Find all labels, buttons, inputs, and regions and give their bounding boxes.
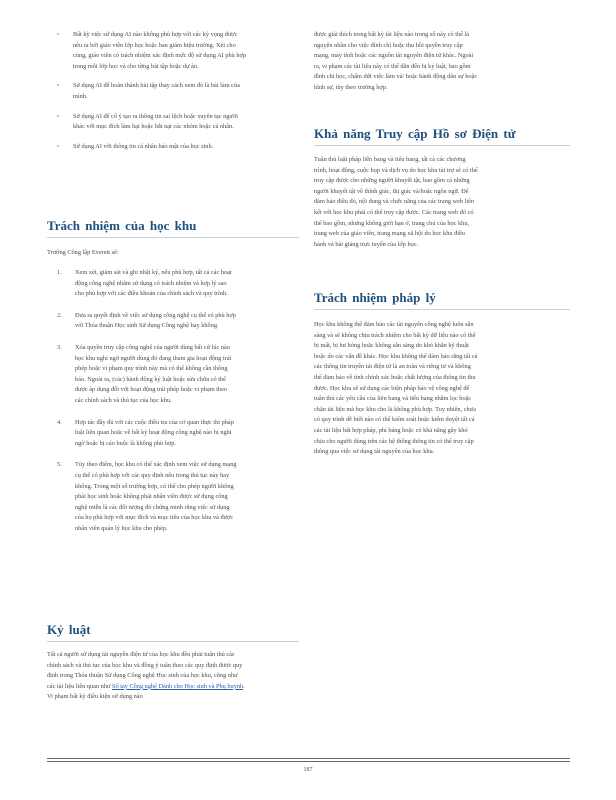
- heading-rule: [314, 145, 570, 146]
- bullet-marker: ▫: [57, 32, 60, 38]
- list-item: [57, 268, 237, 300]
- footer-rule-top: [47, 758, 570, 759]
- section-heading-discipline: Kỷ luật: [47, 622, 91, 637]
- list-text: Xem xét, giám sát và ghi nhật ký, nếu phù hợp, tất cả các hoạt động công nghệ nhằm sử dụng có trách nhiệm và hợp lý sao cho phù hợp với các điều khoản của chính sách và quy trình.: [75, 269, 232, 298]
- list-text: Hợp tác đầy đủ với các cuộc điều tra của cơ quan thực thi pháp luật liên quan hoặc về bất kỳ hoạt động công nghệ nào bị nghi ngờ hoặc bị cáo buộc là không phù hợp.: [75, 418, 234, 447]
- list-item: [57, 460, 237, 534]
- footer-rule-bottom: [47, 761, 570, 762]
- list-item: [57, 343, 237, 407]
- bullet-text: Bất kỳ việc sử dụng AI nào không phù hợp với các kỳ vọng được nêu ra bởi giáo viên lớp học hoặc ban giám hiệu trường. Xét cho cùng, giáo viên có trách nhiệm xác định mức độ sử dụng AI phù hợp trong mỗi lớp học và cho từng bài tập hoặc dự án.: [73, 31, 246, 70]
- district-intro: Trường Công lập Everett sẽ:: [47, 249, 119, 256]
- heading-rule: [47, 641, 299, 642]
- page-number: 187: [303, 767, 313, 773]
- list-item: [57, 142, 247, 153]
- heading-rule: [314, 309, 570, 310]
- bullet-text: Sử dụng AI với thông tin cá nhân bảo mật của học sinh.: [73, 142, 214, 150]
- bullet-text: Sử dụng AI để cố ý tạo ra thông tin sai lệch hoặc xuyên tạc người khác với mục đích làm hại hoặc bắt nạt các nhóm hoặc cá nhân.: [73, 112, 238, 131]
- section-heading-liability: Trách nhiệm pháp lý: [314, 290, 436, 305]
- list-text: Đưa ra quyết định về việc sử dụng công nghệ cụ thể có phù hợp với Thỏa thuận Học sinh Sử dụng Công nghệ hay không.: [75, 311, 236, 330]
- list-number: 5.: [57, 461, 62, 469]
- list-number: 2.: [57, 311, 62, 319]
- list-item: [57, 311, 237, 332]
- discipline-paragraph: [47, 650, 247, 703]
- bullet-marker: ▫: [57, 83, 60, 90]
- handbook-link[interactable]: Sổ tay Công nghệ Dành cho Học sinh và Phụ huynh: [111, 682, 244, 690]
- section-heading-district: Trách nhiệm của học khu: [47, 218, 197, 233]
- list-item: [57, 112, 247, 133]
- discipline-text: Tất cả người sử dụng tài nguyên điện tử của học khu đều phải tuân thủ các chính sách và thủ tục của học khu và đồng ý tuân theo các quy định được quy định trong Thỏa thuận Sử dụng Công nghệ Học sinh của học khu, cũng như các tài liệu liên quan như: [47, 651, 243, 690]
- accessibility-paragraph: Tuân thủ luật pháp liên bang và tiểu bang, tất cả các chương trình, hoạt động, cuộc họp và dịch vụ do học khu tài trợ sẽ có thể truy cập được cho những người khuyết tật, bao gồm cả những người khuyết tật về thính giác, thị giác và/hoặc ngôn ngữ. Để đảm bảo điều đó, nội dung và chức năng của các trang web liên kết với học khu phải có thể truy cập được. Các trang web đó có thể bao gồm, nhưng không giới hạn ở, trang chủ của học khu, trang web của giáo viên, trang mạng xã hội do học khu điều hành và bài giảng trực tuyến của lớp học.: [314, 156, 478, 248]
- list-text: Xóa quyền truy cập công nghệ của người dùng bất cứ lúc nào học khu nghi ngờ người dùng đó đang tham gia hoạt động trái phép hoặc vi phạm quy trình này mà có thể không cần thông báo. Ngoài ra, (các) hành động kỷ luật hoặc sửa chữa có thể được áp dụng đối với hoạt động trái phép hoặc vi phạm theo các chính sách và thủ tục của học khu.: [75, 343, 232, 404]
- discipline-text-continued: . Vi phạm bất kỳ điều kiện sử dụng nào: [47, 682, 245, 701]
- list-text: Tùy theo điểm, học khu có thể xác định xem việc sử dụng mạng cụ thể có phù hợp với các quy định nêu trong thủ tục này hay không. Trong một số trường hợp, có thể cho phép người không phải học sinh hoặc không phải nhân viên được sử dụng công nghệ miễn là các đối tượng đó chứng minh rằng việc sử dụng của họ phù hợp với mục đích và mục tiêu của học khu và được nhân viên quản lý học khu cho phép.: [75, 461, 237, 532]
- discipline-continued: được giải thích trong bất kỳ tài liệu nào trong số này có thể là nguyên nhân cho việc đình chỉ hoặc thu hồi quyền truy cập mạng, máy tính hoặc các nguồn tài nguyên điện tử khác. Ngoài ra, vi phạm các tài liệu này có thể dẫn đến bị kỷ luật, bao gồm đình chỉ học, chấm dứt việc làm và/ hoặc hành động dân sự hoặc hình sự, tùy theo trường hợp.: [314, 31, 478, 91]
- list-item: [57, 30, 247, 72]
- section-heading-accessibility: Khả năng Truy cập Hồ sơ Điện tử: [314, 126, 516, 141]
- list-number: 4.: [57, 418, 62, 426]
- liability-paragraph: Học khu không thể đảm bảo các tài nguyên công nghệ luôn sẵn sàng và sẽ không chịu trách nhiệm cho bất kỳ dữ liệu nào có thể bị mất, bị hư hỏng hoặc không sẵn sàng do khó khăn kỹ thuật hoặc do các vấn đề khác. Học khu không thể đảm bảo rằng tất cả các thông tin truyền tải điện tử là an toàn và riêng tư và không thể đảm bảo về tính chính xác hoặc chất lượng của thông tin thu được. Học khu sẽ sử dụng các biện pháp bảo vệ công nghệ để tuân thủ các yêu cầu của liên bang và tiểu bang nhằm lọc hoặc chặn tài liệu mà học khu cho là không phù hợp. Tuy nhiên, chưa có quy trình dễ biết nào có thể kiểm soát hoặc kiểm duyệt tất cả các tài liệu bất hợp pháp, phỉ báng hoặc có khả năng gây khó chịu cho người dùng trên các hệ thống thông tin có thể truy cập thông qua việc sử dụng tài nguyên của học khu.: [314, 321, 478, 456]
- bullet-text: Sử dụng AI để hoàn thành bài tập thay cách xem đó là bài làm của mình.: [73, 82, 240, 100]
- list-item: [57, 81, 247, 102]
- heading-rule: [47, 237, 299, 238]
- list-number: 3.: [57, 343, 62, 351]
- list-number: 1.: [57, 269, 62, 276]
- list-item: [57, 418, 237, 450]
- bullet-marker: ▫: [57, 113, 60, 120]
- bullet-marker: ▫: [57, 143, 60, 150]
